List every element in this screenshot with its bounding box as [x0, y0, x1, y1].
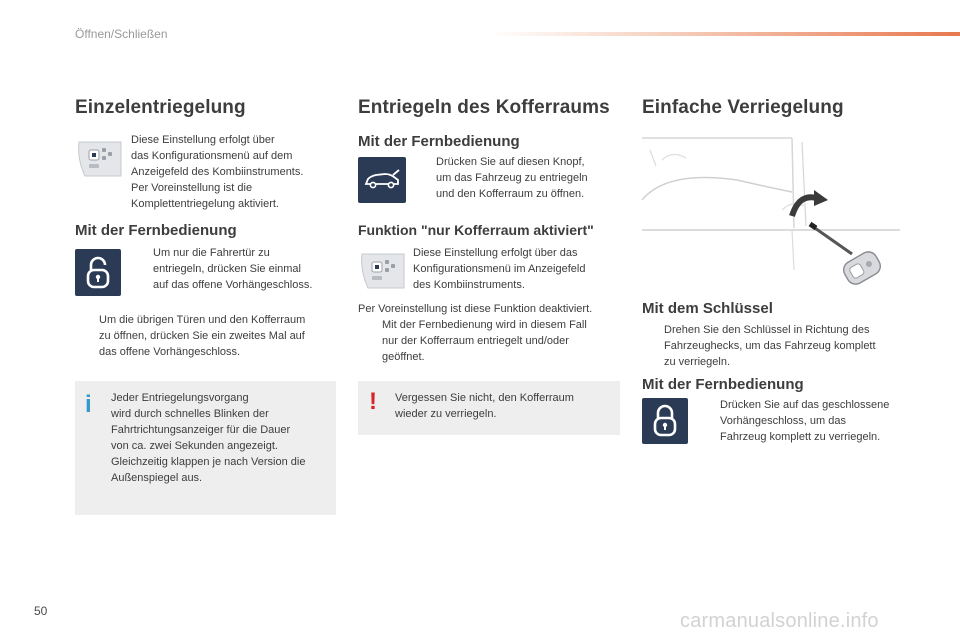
col1-bullet1: Um nur die Fahrertür zu entriegeln, drücken Sie einmal auf das offene Vorhängeschloss. [135, 245, 340, 293]
bullet-marker [418, 154, 436, 202]
steering-wheel-controls-icon [75, 140, 123, 183]
section-title: Öffnen/Schließen [75, 27, 168, 41]
warning-text: Vergessen Sie nicht, den Kofferraum wieder zu verriegeln. [395, 392, 574, 420]
info-icon: i [85, 391, 92, 418]
info-text: Jeder Entriegelungsvorgang wird durch schnelles Blinken der Fahrtrichtungsanzeiger für die Dauer von ca. zwei Sekunden angezeigt. Gleichzeitig klappen je nach Version die Außenspiegel aus. [111, 392, 306, 484]
heading-einzelentriegelung: Einzelentriegelung [75, 97, 246, 118]
page-number: 50 [34, 604, 48, 618]
info-box [75, 381, 336, 515]
warning-box [358, 381, 620, 435]
col2-bullet1: Drücken Sie auf diesen Knopf, um das Fahrzeug zu entriegeln und den Kofferraum zu öffnen. [418, 154, 618, 202]
open-padlock-icon [75, 249, 121, 296]
col1-intro-text: Diese Einstellung erfolgt über das Konfigurationsmenü auf dem Anzeigefeld des Kombiinstruments. Per Voreinstellung ist die Komplettentriegelung aktiviert. [131, 134, 304, 210]
col3-bullet1: Drehen Sie den Schlüssel in Richtung des Fahrzeughecks, um das Fahrzeug komplett zu verriegeln. [642, 322, 907, 370]
col2-default-text: Per Voreinstellung ist diese Funktion deaktiviert. [358, 303, 593, 315]
bullet-marker [642, 322, 664, 370]
bullet-marker [702, 397, 720, 445]
col3-bullet2: Drücken Sie auf das geschlossene Vorhängeschloss, um das Fahrzeug komplett zu verriegeln. [702, 397, 907, 445]
col1-bullet2: Um die übrigen Türen und den Kofferraum zu öffnen, drücken Sie ein zweites Mal auf das offene Vorhängeschloss. [75, 312, 340, 360]
bullet-marker [135, 245, 153, 293]
col3-subheading-fernbedienung: Mit der Fernbedienung [642, 376, 804, 393]
col2-intro-text: Diese Einstellung erfolgt über das Konfigurationsmenü im Anzeigefeld des Kombiinstruments. [413, 247, 586, 291]
col2-subheading-fernbedienung: Mit der Fernbedienung [358, 133, 520, 150]
bullet-marker [75, 312, 99, 360]
col2-bullet2: Mit der Fernbedienung wird in diesem Fall nur der Kofferraum entriegelt und/oder geöffnet. [358, 317, 620, 365]
header-accent-bar [490, 32, 960, 36]
key-in-door-illustration [642, 130, 904, 295]
steering-wheel-controls-icon [358, 252, 406, 295]
col3-subheading-schluessel: Mit dem Schlüssel [642, 300, 773, 317]
watermark: carmanualsonline.info [680, 610, 879, 632]
warning-icon: ! [369, 388, 377, 415]
heading-entriegeln-kofferraum: Entriegeln des Kofferraums [358, 97, 610, 118]
closed-padlock-icon [642, 398, 688, 444]
bullet-marker [358, 317, 382, 365]
heading-einfache-verriegelung: Einfache Verriegelung [642, 97, 844, 118]
col1-subheading-fernbedienung: Mit der Fernbedienung [75, 222, 237, 239]
trunk-open-icon [358, 157, 406, 203]
col2-subheading-nur-kofferraum: Funktion "nur Kofferraum aktiviert" [358, 222, 594, 238]
